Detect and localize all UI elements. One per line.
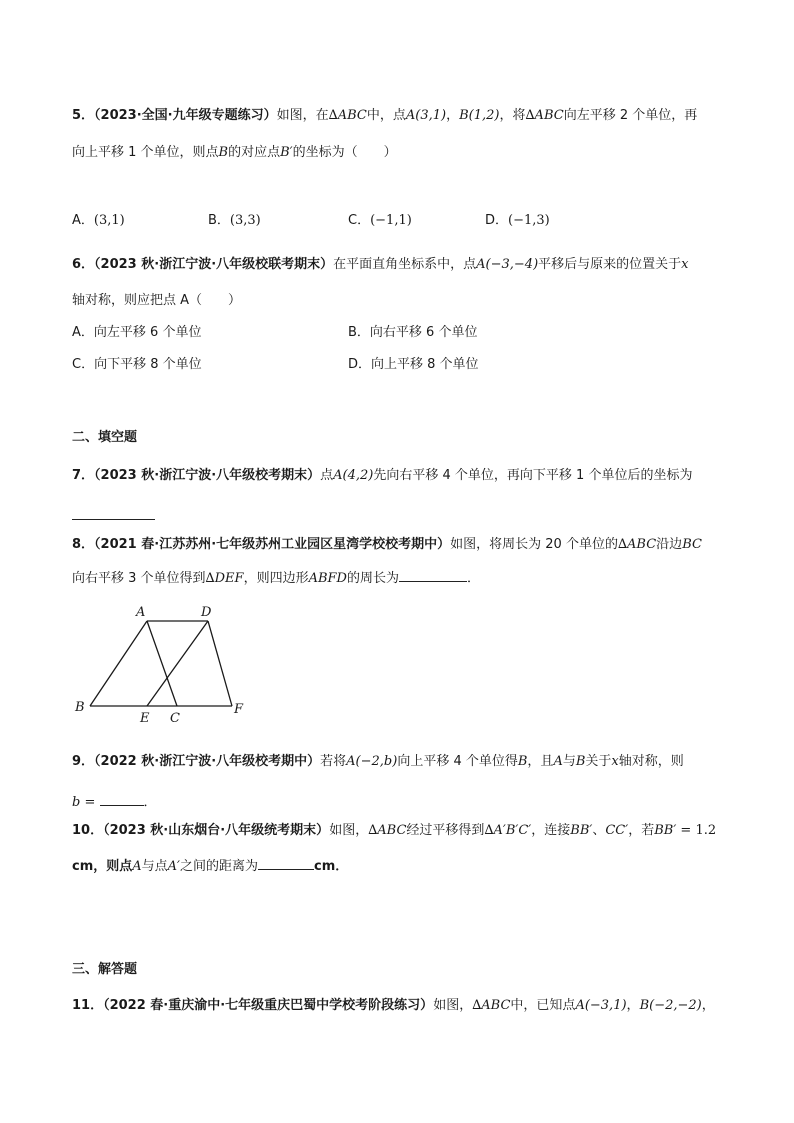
q9-text: 轴对称，则 xyxy=(618,754,684,769)
q10-source: （2023 秋·山东烟台·八年级统考期末） xyxy=(103,823,330,838)
option-value: (−1,3) xyxy=(508,213,550,228)
edge-df xyxy=(208,621,232,706)
q7-text: 先向右平移 4 个单位，再向下平移 1 个单位后的坐标为 xyxy=(373,468,693,483)
q6-option-a[interactable] xyxy=(72,323,201,343)
q8-text: 向右平移 3 个单位得到 xyxy=(72,571,206,586)
q9-line2 xyxy=(72,791,157,813)
q5-option-b[interactable] xyxy=(208,211,261,231)
q10-triangle: ∆ABC xyxy=(368,823,407,838)
q5-line2 xyxy=(72,143,397,163)
q11-source: （2022 春·重庆渝中·七年级重庆巴蜀中学校考阶段练习） xyxy=(103,998,434,1013)
option-label: A． xyxy=(72,213,94,228)
q6-number: 6． xyxy=(72,257,95,272)
label-c: C xyxy=(170,711,180,726)
q5-option-a[interactable] xyxy=(72,211,125,231)
option-text: 向左平移 6 个单位 xyxy=(93,325,202,340)
q8-text: 的周长为 xyxy=(346,571,399,586)
q5-triangle: ∆ABC xyxy=(525,108,564,123)
q6-text: 平移后与原来的位置关于 xyxy=(538,257,682,272)
q11-text: ， xyxy=(701,998,715,1013)
q10-value: = 1.2 xyxy=(676,823,717,838)
q5-option-d[interactable] xyxy=(485,211,550,231)
q8-triangle: ∆DEF xyxy=(205,571,244,586)
label-d: D xyxy=(201,605,212,620)
q5-text: 的坐标为（ ） xyxy=(292,145,397,160)
q11-text: ， xyxy=(626,998,640,1013)
q8-source: （2021 春·江苏苏州·七年级苏州工业园区星湾学校校考期中） xyxy=(94,537,451,552)
option-value: (3,3) xyxy=(229,213,261,228)
q10-line2 xyxy=(72,855,348,877)
q8-quadrilateral: ABFD xyxy=(308,571,347,586)
q6-option-d[interactable] xyxy=(348,355,479,375)
q10-text: 经过平移得到 xyxy=(406,823,485,838)
q10-text: 之间的距离为 xyxy=(180,859,259,874)
q5-text: 的对应点 xyxy=(228,145,281,160)
q7-source: （2023 秋·浙江宁波·八年级校考期末） xyxy=(94,468,321,483)
q10-segment: CC′ xyxy=(605,823,629,838)
section-answer-title: 三、解答题 xyxy=(72,962,138,977)
q10-text: 、 xyxy=(592,823,606,838)
q6-line1 xyxy=(72,255,689,275)
q10-number: 10． xyxy=(72,823,104,838)
q10-segment: BB′ xyxy=(570,823,593,838)
q5-point: B xyxy=(218,145,229,160)
q9-text: 与 xyxy=(562,754,576,769)
q8-text: 沿边 xyxy=(656,537,683,552)
q5-option-c[interactable] xyxy=(348,211,412,231)
q11-point-b: B(−2,−2) xyxy=(639,998,702,1013)
q7-number: 7． xyxy=(72,468,95,483)
q8-triangle: ∆ABC xyxy=(617,537,657,552)
q10-segment: BB′ xyxy=(654,823,677,838)
edge-ac xyxy=(147,621,177,706)
q9-point: B xyxy=(575,754,586,769)
q6-option-b[interactable] xyxy=(348,323,477,343)
q10-answer-blank[interactable] xyxy=(258,855,314,870)
q9-text: ，且 xyxy=(527,754,554,769)
q6-source: （2023 秋·浙江宁波·八年级校联考期末） xyxy=(94,257,334,272)
q11-point-a: A(−3,1) xyxy=(575,998,627,1013)
q5-text: 向左平移 2 个单位，再 xyxy=(563,108,698,123)
q7-text: 点 xyxy=(320,468,334,483)
option-label: D． xyxy=(485,213,509,228)
q5-point-b: B(1,2) xyxy=(459,108,500,123)
q10-point: A xyxy=(132,859,142,874)
q7-answer-blank[interactable] xyxy=(72,519,155,520)
label-a: A xyxy=(136,605,146,620)
q5-point: B′ xyxy=(280,145,293,160)
label-b: B xyxy=(75,700,85,715)
option-label: B． xyxy=(348,325,370,340)
q9-point-a: A(−2,b) xyxy=(346,754,398,769)
q11-number: 11． xyxy=(72,998,104,1013)
q5-triangle: ∆ABC xyxy=(328,108,367,123)
q10-point: A′ xyxy=(167,859,181,874)
q9-text: 向上平移 4 个单位得 xyxy=(397,754,518,769)
label-f: F xyxy=(234,702,244,717)
option-label: A． xyxy=(72,325,94,340)
q5-line1 xyxy=(72,106,697,126)
q6-option-c[interactable] xyxy=(72,355,202,375)
q5-text: 如图，在 xyxy=(276,108,329,123)
q10-line1 xyxy=(72,821,716,841)
label-e: E xyxy=(140,711,150,726)
q10-text: cm． xyxy=(314,859,349,874)
q5-number: 5． xyxy=(72,108,95,123)
edge-ba xyxy=(90,621,147,706)
q6-point-a: A(−3,−4) xyxy=(476,257,539,272)
q6-text: 在平面直角坐标系中，点 xyxy=(333,257,477,272)
q9-line1 xyxy=(72,752,684,772)
q10-triangle: ∆A′B′C′ xyxy=(484,823,532,838)
q8-text: 如图，将周长为 20 个单位的 xyxy=(450,537,618,552)
q8-line2 xyxy=(72,567,480,589)
option-label: C． xyxy=(348,213,371,228)
option-text: 向右平移 6 个单位 xyxy=(369,325,478,340)
q5-text: 向上平移 1 个单位，则点 xyxy=(72,145,219,160)
q8-answer-blank[interactable] xyxy=(399,567,467,582)
q8-text: ，则四边形 xyxy=(243,571,309,586)
q11-line1 xyxy=(72,996,715,1016)
q10-text: cm，则点 xyxy=(72,859,133,874)
edge-de xyxy=(147,621,208,706)
q11-triangle: ∆ABC xyxy=(472,998,511,1013)
q8-side: BC xyxy=(682,537,702,552)
q8-line1 xyxy=(72,535,702,555)
q8-figure xyxy=(70,600,260,730)
q9-point: A xyxy=(553,754,563,769)
q6-x: x xyxy=(681,257,689,272)
q8-text: ． xyxy=(466,571,480,586)
q9-var-b: b xyxy=(72,795,81,810)
q5-text: ，将 xyxy=(499,108,526,123)
option-text: 向上平移 8 个单位 xyxy=(371,357,479,372)
q6-text: 轴对称，则应把点 A（ ） xyxy=(72,293,242,308)
q9-point: B xyxy=(517,754,528,769)
q9-x: x xyxy=(611,754,619,769)
q10-text: ，若 xyxy=(628,823,655,838)
q8-number: 8． xyxy=(72,537,95,552)
q9-answer-blank[interactable] xyxy=(100,791,144,806)
q9-text: 若将 xyxy=(320,754,347,769)
q9-number: 9． xyxy=(72,754,95,769)
option-value: (3,1) xyxy=(93,213,125,228)
q10-text: ，连接 xyxy=(531,823,571,838)
q5-text: ， xyxy=(446,108,460,123)
q5-text: 中，点 xyxy=(366,108,406,123)
q5-source: （2023·全国·九年级专题练习） xyxy=(94,108,277,123)
q6-line2 xyxy=(72,291,241,311)
q9-text: 关于 xyxy=(585,754,612,769)
q7-point-a: A(4,2) xyxy=(333,468,374,483)
q11-text: 如图， xyxy=(433,998,473,1013)
q9-text: ． xyxy=(143,795,157,810)
q10-text: 与点 xyxy=(141,859,168,874)
option-value: (−1,1) xyxy=(370,213,412,228)
option-text: 向下平移 8 个单位 xyxy=(94,357,202,372)
q11-text: 中，已知点 xyxy=(510,998,576,1013)
q7-line1 xyxy=(72,466,692,486)
section-fill-in-title: 二、填空题 xyxy=(72,430,138,445)
q9-source: （2022 秋·浙江宁波·八年级校考期中） xyxy=(94,754,321,769)
option-label: D． xyxy=(348,357,372,372)
q9-equals: = xyxy=(80,795,100,810)
option-label: B． xyxy=(208,213,230,228)
q5-point-a: A(3,1) xyxy=(405,108,447,123)
q10-text: 如图， xyxy=(329,823,369,838)
option-label: C． xyxy=(72,357,95,372)
